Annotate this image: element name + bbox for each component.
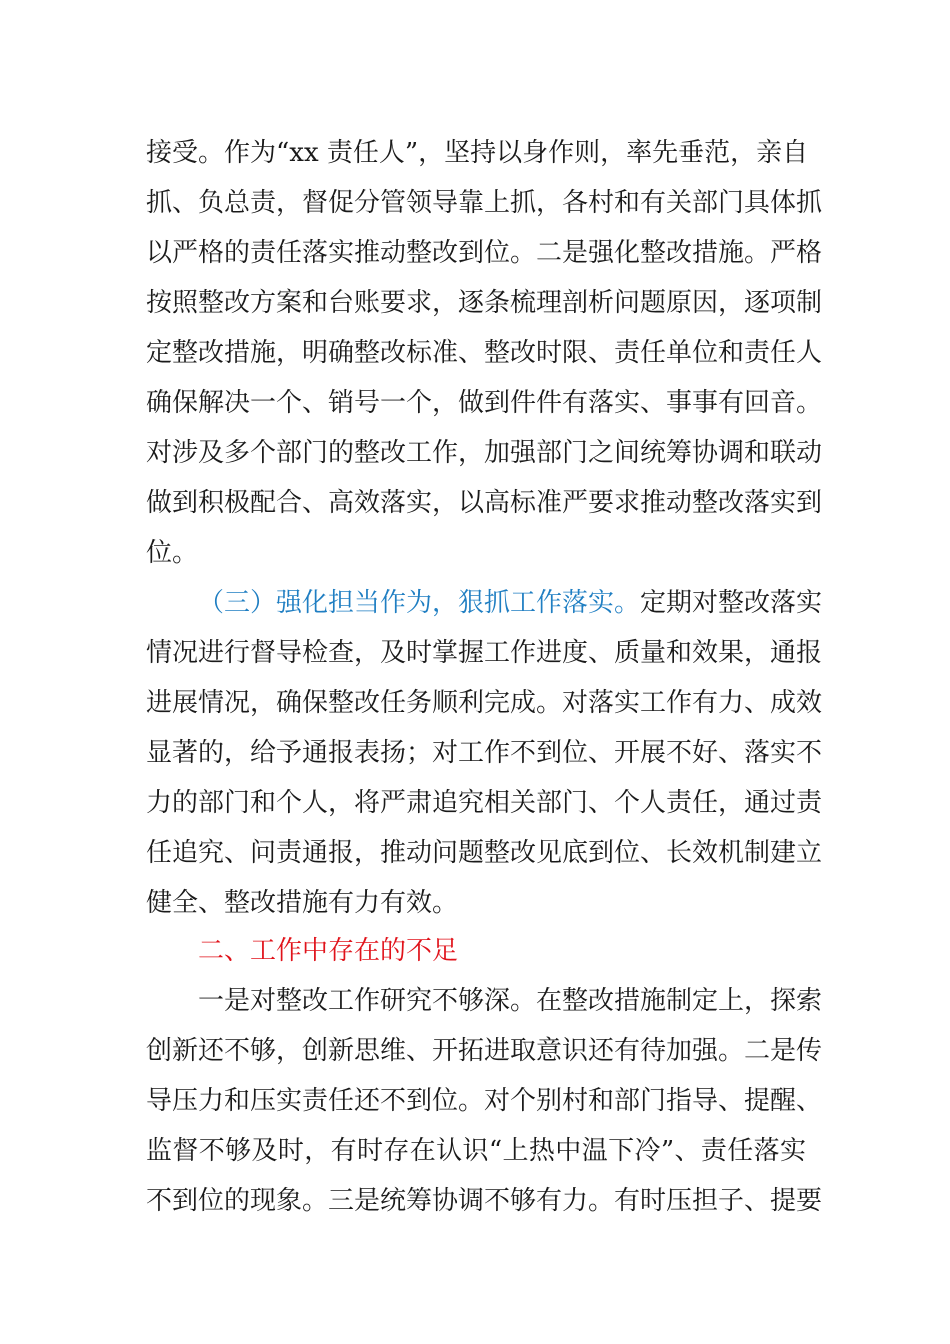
text-line: 一是对整改工作研究不够深。在整改措施制定上，探索 [198,986,823,1016]
text-line: 接受。作为“xx 责任人”，坚持以身作则，率先垂范，亲自 [146,138,809,168]
section-heading: 二、工作中存在的不足 [198,936,459,966]
text-line: 创新还不够，创新思维、开拓进取意识还有待加强。二是传 [146,1036,823,1066]
subsection-heading: （三）强化担当作为，狠抓工作落实。 [198,588,641,618]
text-line: 定整改措施，明确整改标准、整改时限、责任单位和责任人 [146,338,823,368]
text-line: 健全、整改措施有力有效。 [146,888,459,918]
text-line: 力的部门和个人，将严肃追究相关部门、个人责任，通过责 [146,788,823,818]
text-line: 显著的，给予通报表扬；对工作不到位、开展不好、落实不 [146,738,823,768]
text-line: 对涉及多个部门的整改工作，加强部门之间统筹协调和联动 [146,438,823,468]
text-line: 情况进行督导检查，及时掌握工作进度、质量和效果，通报 [146,638,823,668]
text-span: 定期对整改落实 [640,588,823,618]
text-line: 抓、负总责，督促分管领导靠上抓，各村和有关部门具体抓 [146,188,823,218]
text-line: 以严格的责任落实推动整改到位。二是强化整改措施。严格 [146,238,823,268]
text-line: 不到位的现象。三是统筹协调不够有力。有时压担子、提要 [146,1186,823,1216]
text-line: 进展情况，确保整改任务顺利完成。对落实工作有力、成效 [146,688,823,718]
text-line: 按照整改方案和台账要求，逐条梳理剖析问题原因，逐项制 [146,288,823,318]
text-line: 任追究、问责通报，推动问题整改见底到位、长效机制建立 [146,838,823,868]
text-line-with-heading [198,578,823,628]
text-line: 位。 [146,538,199,568]
text-line: 做到积极配合、高效落实，以高标准严要求推动整改落实到 [146,488,823,518]
text-line: 监督不够及时，有时存在认识“上热中温下冷”、责任落实 [146,1136,806,1166]
text-line: 导压力和压实责任还不到位。对个别村和部门指导、提醒、 [146,1086,823,1116]
text-line: 确保解决一个、销号一个，做到件件有落实、事事有回音。 [146,388,823,418]
